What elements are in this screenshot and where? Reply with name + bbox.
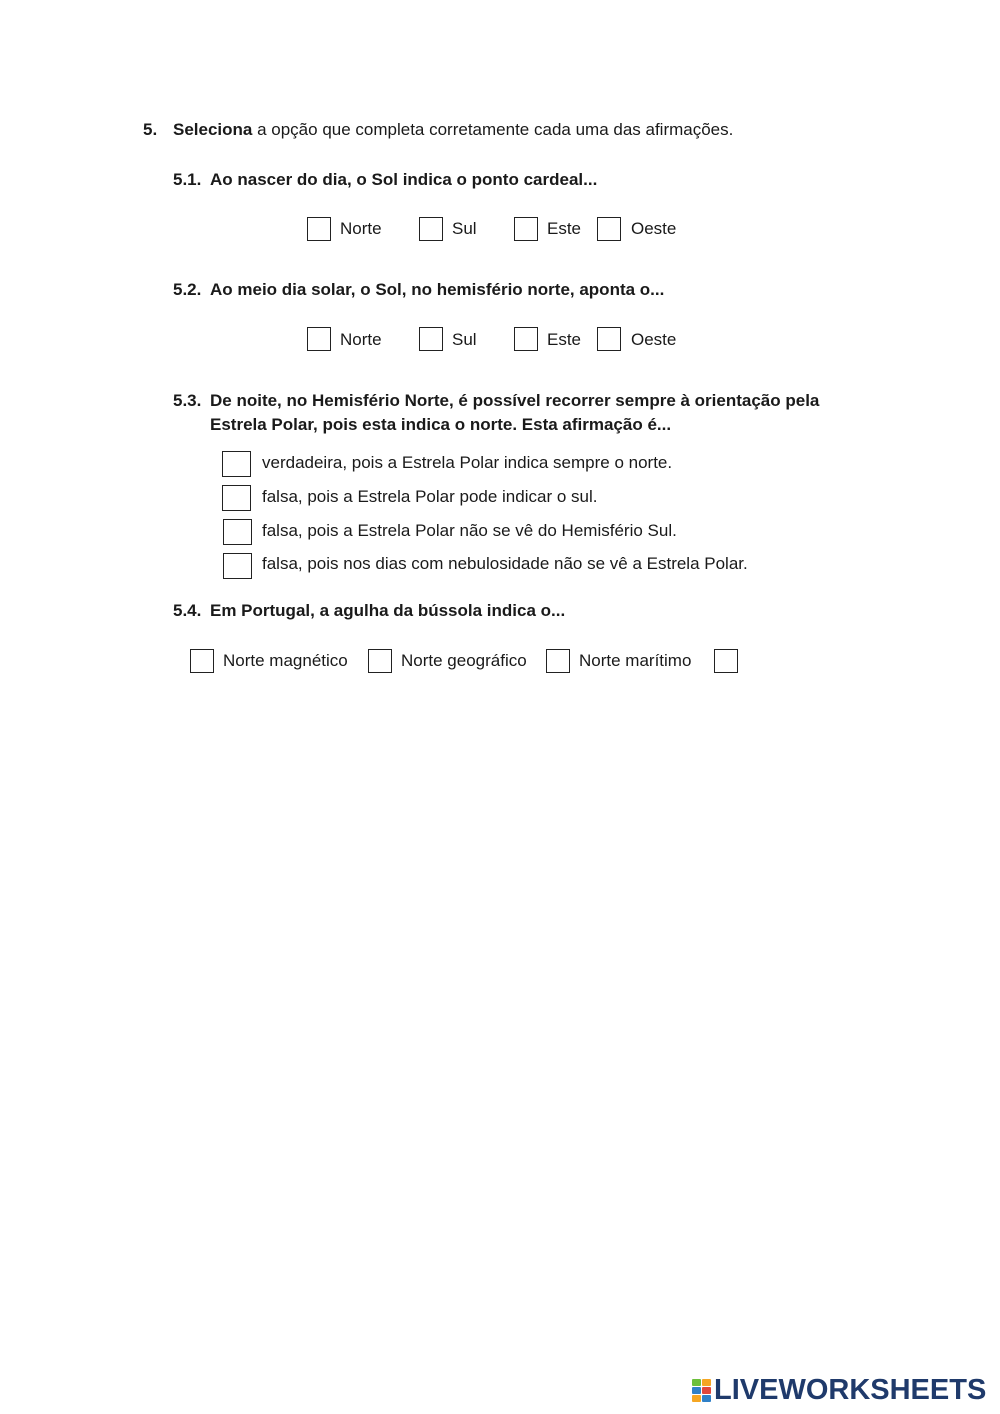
q53-option-4-checkbox[interactable] [223,553,252,579]
q51-option-este-label: Este [547,219,582,238]
q52-option-este-label: Este [547,330,582,349]
question-5-instruction [173,119,733,141]
q54-option-maritimo-checkbox[interactable] [546,649,570,673]
q51-option-oeste-label: Oeste [631,219,677,238]
q53-option-2-label: falsa, pois a Estrela Polar pode indicar o sul. [262,487,598,506]
q52-option-oeste-checkbox[interactable] [597,327,621,351]
q52-option-sul-label: Sul [452,330,477,349]
q53-option-3-label: falsa, pois a Estrela Polar não se vê do Hemisfério Sul. [262,521,677,540]
q51-text: Ao nascer do dia, o Sol indica o ponto cardeal... [210,170,598,189]
liveworksheets-logo-text: LIVEWORKSHEETS [714,1374,987,1406]
q52-text: Ao meio dia solar, o Sol, no hemisfério norte, aponta o... [210,280,665,299]
q51-option-norte-label: Norte [340,219,382,238]
q52-number: 5.2. [173,280,202,299]
q54-option-magnetico-checkbox[interactable] [190,649,214,673]
q54-number: 5.4. [173,601,202,620]
instruction-rest: a opção que completa corretamente cada uma das afirmações. [252,120,734,139]
q51-number: 5.1. [173,170,202,189]
q51-option-sul-label: Sul [452,219,477,238]
q54-option-geografico-label: Norte geográfico [401,651,527,670]
q53-text-line1: De noite, no Hemisfério Norte, é possível recorrer sempre à orientação pela [210,391,820,410]
question-5 [143,119,157,141]
q54-option-geografico-checkbox[interactable] [368,649,392,673]
q51-option-norte-checkbox[interactable] [307,217,331,241]
q52-option-norte-checkbox[interactable] [307,327,331,351]
q54-option-magnetico-label: Norte magnético [223,651,348,670]
q54-option-maritimo-label: Norte marítimo [579,651,692,670]
q51-option-sul-checkbox[interactable] [419,217,443,241]
q52-option-este-checkbox[interactable] [514,327,538,351]
q52-option-oeste-label: Oeste [631,330,677,349]
q53-option-2-checkbox[interactable] [222,485,251,511]
q52-option-sul-checkbox[interactable] [419,327,443,351]
q53-option-3-checkbox[interactable] [223,519,252,545]
liveworksheets-blocks-icon [692,1377,712,1403]
q53-number: 5.3. [173,391,202,410]
q53-option-1-label: verdadeira, pois a Estrela Polar indica sempre o norte. [262,453,673,472]
question-number: 5. [143,120,158,139]
q53-option-4-label: falsa, pois nos dias com nebulosidade não se vê a Estrela Polar. [262,554,748,573]
q53-option-1-checkbox[interactable] [222,451,251,477]
instruction-bold: Seleciona [173,120,253,139]
q53-text-line2: Estrela Polar, pois esta indica o norte. Esta afirmação é... [210,415,672,434]
liveworksheets-logo [692,1374,986,1406]
q51-option-oeste-checkbox[interactable] [597,217,621,241]
q51-option-este-checkbox[interactable] [514,217,538,241]
q54-option-extra-checkbox[interactable] [714,649,738,673]
q54-text: Em Portugal, a agulha da bússola indica o... [210,601,566,620]
q52-option-norte-label: Norte [340,330,382,349]
